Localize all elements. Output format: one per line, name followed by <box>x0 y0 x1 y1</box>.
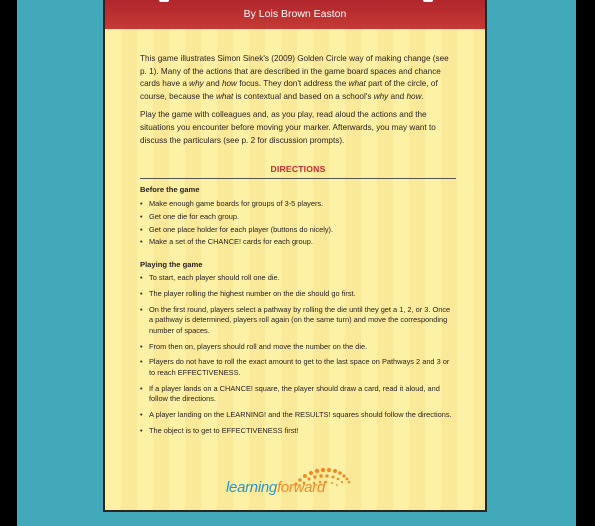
before-game-heading: Before the game <box>140 184 200 194</box>
list-item: • Make enough game boards for groups of 3-5 players. <box>140 199 324 209</box>
list-item: • Players do not have to roll the exact amount to get to the last space on Pathways 2 and 3 or to reach EFFECTIVENESS. <box>140 357 450 377</box>
document-body <box>140 53 456 441</box>
list-item: • Get one die for each group. <box>140 211 239 221</box>
list-item: • Make a set of the CHANCE! cards for each group. <box>140 237 313 247</box>
logo-wordmark: learningforward <box>226 479 325 496</box>
document-page <box>103 0 487 512</box>
title-glyph-fragment <box>159 0 169 2</box>
author-byline: By Lois Brown Easton <box>243 8 347 20</box>
intro-paragraph-2: Play the game with colleagues and, as you play, read aloud the actions and the situations you encounter before moving your marker. Afterwards, you may want to discuss the particulars (see p. 2 for discussion prompts). <box>140 110 436 145</box>
list-item: • Get one place holder for each player (buttons do nicely). <box>140 224 334 234</box>
list-item: • On the first round, players select a pathway by rolling the die until they get a 1, 2, or 3. Once a pathway is determined, players roll again (on the same turn) and move the corresponding number of spaces. <box>140 304 451 335</box>
learning-forward-logo <box>226 462 376 502</box>
list-item: • The object is to get to EFFECTIVENESS first! <box>140 425 299 435</box>
playing-game-heading: Playing the game <box>140 259 203 269</box>
list-item: • A player landing on the LEARNING! and the RESULTS! squares should follow the directions. <box>140 409 452 419</box>
before-game-list <box>140 198 456 248</box>
title-banner <box>105 0 485 29</box>
intro-paragraph-1: This game illustrates Simon Sinek's (2009) Golden Circle way of making change (see p. 1). Many of the actions that are described in the game board spaces and chance cards have a why and how focus. They don't address the what part of the circle, of course, because the what is contextual and based on a school's why and how. <box>140 54 449 101</box>
list-item: • If a player lands on a CHANCE! square, the player should draw a card, read it aloud, and follow the directions. <box>140 383 440 403</box>
list-item: • The player rolling the highest number on the die should go first. <box>140 289 356 299</box>
title-glyph-fragment <box>423 0 433 2</box>
list-item: • To start, each player should roll one die. <box>140 273 280 283</box>
playing-game-list <box>140 273 456 436</box>
directions-heading: DIRECTIONS <box>140 163 456 179</box>
list-item: • From then on, players should roll and move the number on the die. <box>140 341 368 351</box>
